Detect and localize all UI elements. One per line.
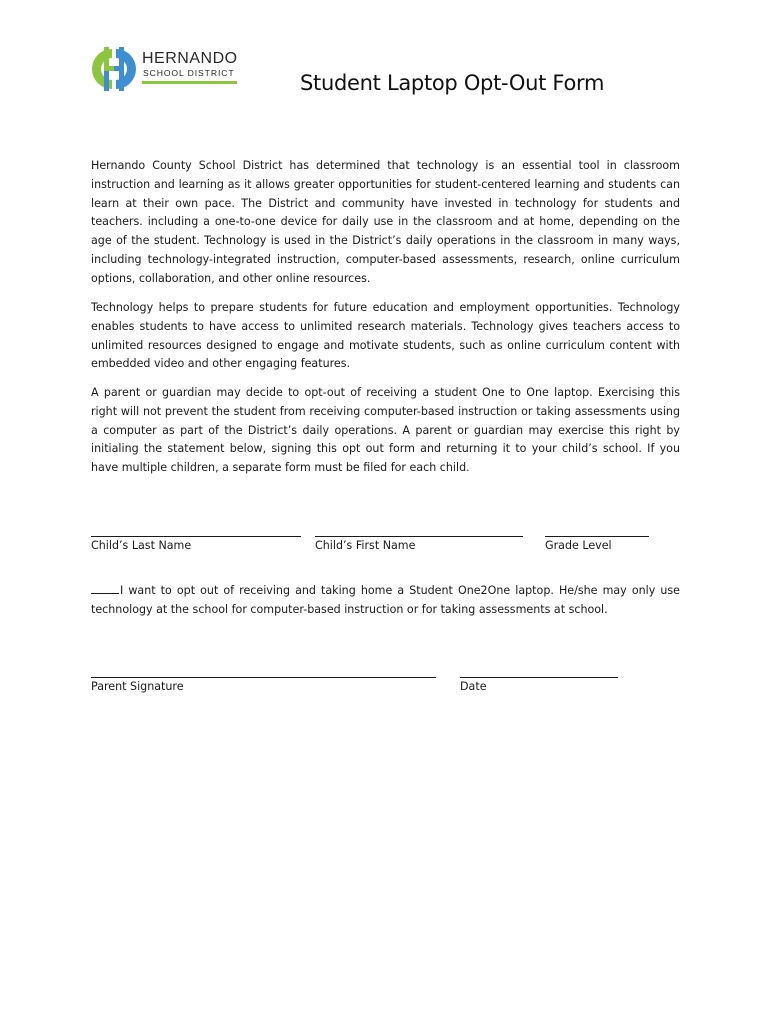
child-first-name-line[interactable] xyxy=(315,524,523,537)
date-field[interactable] xyxy=(460,665,618,696)
parent-signature-line[interactable] xyxy=(91,665,436,678)
logo-name: HERNANDO xyxy=(142,50,238,67)
grade-level-field[interactable] xyxy=(545,524,649,555)
date-label: Date xyxy=(460,680,487,693)
child-last-name-line[interactable] xyxy=(91,524,301,537)
opt-out-statement-text: I want to opt out of receiving and taking home a Student One2One laptop. He/she may only use technology at the school for computer-based instruction or for taking assessments at school. xyxy=(91,584,680,616)
page-title: Student Laptop Opt-Out Form xyxy=(300,71,605,95)
grade-level-line[interactable] xyxy=(545,524,649,537)
child-last-name-field[interactable] xyxy=(91,524,301,555)
district-logo xyxy=(90,44,240,94)
date-line[interactable] xyxy=(460,665,618,678)
logo-subtitle: SCHOOL DISTRICT xyxy=(143,68,235,78)
initials-blank[interactable] xyxy=(91,582,119,594)
district-logo-mark xyxy=(90,44,138,94)
parent-signature-label: Parent Signature xyxy=(91,680,184,693)
logo-underline xyxy=(142,81,237,84)
parent-signature-field[interactable] xyxy=(91,665,436,696)
child-last-name-label: Child’s Last Name xyxy=(91,539,192,552)
child-first-name-label: Child’s First Name xyxy=(315,539,416,552)
opt-out-rights-paragraph: A parent or guardian may decide to opt-out of receiving a student One to One laptop. Exercising this right will not prevent the student from receiving computer-based instruction or taking assessments using a computer as part of the District’s daily operations. A parent or guardian may exercise this right by initialing the statement below, signing this opt out form and returning it to your child’s school. If you have multiple children, a separate form must be filed for each child. xyxy=(91,386,680,475)
child-first-name-field[interactable] xyxy=(315,524,525,555)
benefits-paragraph: Technology helps to prepare students for future education and employment opportunities. Technology enables students to have access to unlimited research materials. Technology gives teachers access to unlimited resources designed to engage and motivate students, such as online curriculum content with embedded video and other engaging features. xyxy=(91,301,680,371)
opt-out-statement xyxy=(91,582,680,620)
grade-level-label: Grade Level xyxy=(545,539,612,552)
intro-paragraph: Hernando County School District has determined that technology is an essential tool in classroom instruction and learning as it allows greater opportunities for student-centered learning and students can learn at their own pace. The District and community have invested in technology for students and teachers. including a one-to-one device for daily use in the classroom and at home, depending on the age of the student. Technology is used in the District’s daily operations in the classroom in many ways, including technology-integrated instruction, computer-based assessments, research, online curriculum options, collaboration, and other online resources. xyxy=(91,159,680,285)
